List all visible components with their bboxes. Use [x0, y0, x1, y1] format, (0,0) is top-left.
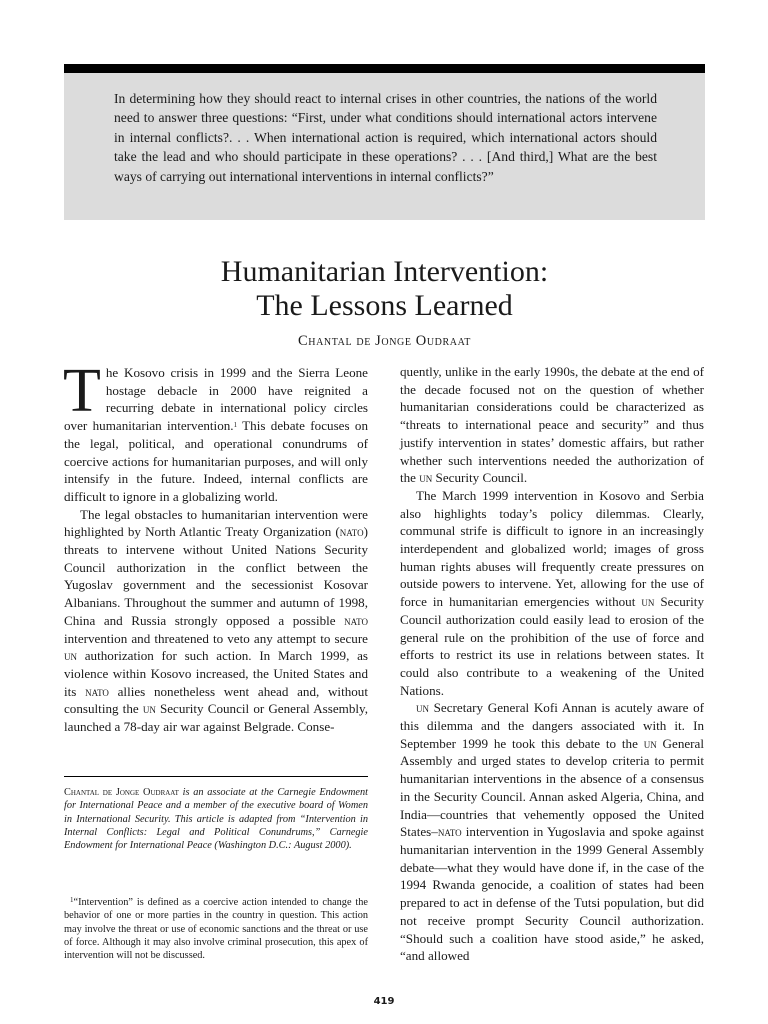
footnote-text: “Intervention” is defined as a coercive action intended to change the behavior of one or more parties in the country in question. This action may involve the threat or use of economic sanctions and the threat or use of force. Although it may also involve criminal prosecution, this apex of intervention will not be discussed. — [64, 897, 368, 962]
author-byline: Chantal de Jonge Oudraat — [297, 333, 472, 349]
paragraph-2: The legal obstacles to humanitarian intervention were highlighted by North Atlantic Treaty Organization (nato) threats to intervene without United Nations Security Council authorization in the conflict between the Yugoslav government and the secessionist Kosovar Albanians. Throughout the summer and autumn of 1998, China and Russia strongly opposed a possible nato intervention and threatened to veto any attempt to secure un authorization for such action. In March 1999, as violence within Kosovo increased, the United States and its nato allies nonetheless went ahead and, without consulting the un Security Council or General Assembly, launched a 78-day air war against Belgrade. Conse- — [64, 506, 368, 735]
title-line-2: The Lessons Learned — [256, 289, 513, 322]
bio-divider — [64, 776, 368, 777]
footnote-mark: 1 — [70, 896, 74, 904]
drop-cap: T — [63, 357, 101, 425]
page-number: 419 — [373, 996, 395, 1007]
bio-text: is an associate at the Carnegie Endowment for International Peace and a member of the executive board of Women in International Security. This article is adapted from “Intervention in Internal Conflicts: Legal and Political Conundrums,” Carnegie Endowment for International Peace (Washington D.C.: August 2000). — [64, 787, 368, 852]
header-rule — [64, 64, 705, 73]
paragraph-1: The Kosovo crisis in 1999 and the Sierra Leone hostage debacle in 2000 have reignited a recurring debate in international policy circles over humanitarian intervention.$^1$ This debate focuses on the legal, political, and operational conundrums of coercive actions for humanitarian purposes, and will only intensify in the future. Indeed, internal conflicts are difficult to ignore in a globalizing world. — [63, 357, 369, 504]
footnote-ref[interactable]: 1 — [233, 421, 238, 430]
pull-quote-box — [64, 73, 705, 220]
article-title — [64, 255, 705, 323]
title-line-1: Humanitarian Intervention: — [220, 255, 549, 288]
right-column — [400, 363, 704, 965]
paragraph-5: un Secretary General Kofi Annan is acutely aware of this dilemma and the dangers associated with it. In September 1999 he took this debate to the un General Assembly and urged states to develop criteria to permit humanitarian interventions in the absence of a consensus in the Security Council. Annan asked Algeria, China, and India—countries that vehemently opposed the United States–nato intervention in Yugoslavia and spoke against humanitarian intervention in the 1999 General Assembly debate—what they would have done if, in the case of the 1994 Rwanda genocide, a coalition of states had been prepared to act in defense of the Tutsi population, but did not receive prompt Security Council authorization. “Should such a coalition have stood aside,” he asked, “and allowed — [400, 700, 704, 964]
left-column — [63, 357, 369, 736]
author-bio — [64, 786, 368, 852]
paragraph-4: The March 1999 intervention in Kosovo and Serbia also highlights today’s policy dilemmas. Clearly, communal strife is difficult to ignore in an increasingly interdependent and globalized world; images of gross human rights abuses will frequently create pressures on outside powers to intervene. Yet, allowing for the use of force in humanitarian emergencies without un Security Council authorization could easily lead to erosion of the general rule on the prohibition of the use of force and efforts to restrict its use in relations between states. It could also contribute to a weakening of the United Nations. — [400, 487, 704, 698]
bio-name: Chantal de Jonge Oudraat — [64, 787, 179, 798]
pull-quote: In determining how they should react to internal crises in other countries, the nations of the world need to answer three questions: “First, under what conditions should international actors intervene in internal conflicts?. . . When international action is required, which international actors should take the lead and who should participate in these operations? . . . [And third,] What are the best ways of carrying out international interventions in internal conflicts?” — [114, 91, 657, 184]
footnote-1 — [64, 894, 368, 962]
paragraph-3: quently, unlike in the early 1990s, the debate at the end of the decade focused not on the question of whether humanitarian considerations could be characterized as “threats to international peace and security” and thus justify intervention in states’ domestic affairs, but rather whether such interventions needed the authorization of the un Security Council. — [400, 364, 704, 486]
